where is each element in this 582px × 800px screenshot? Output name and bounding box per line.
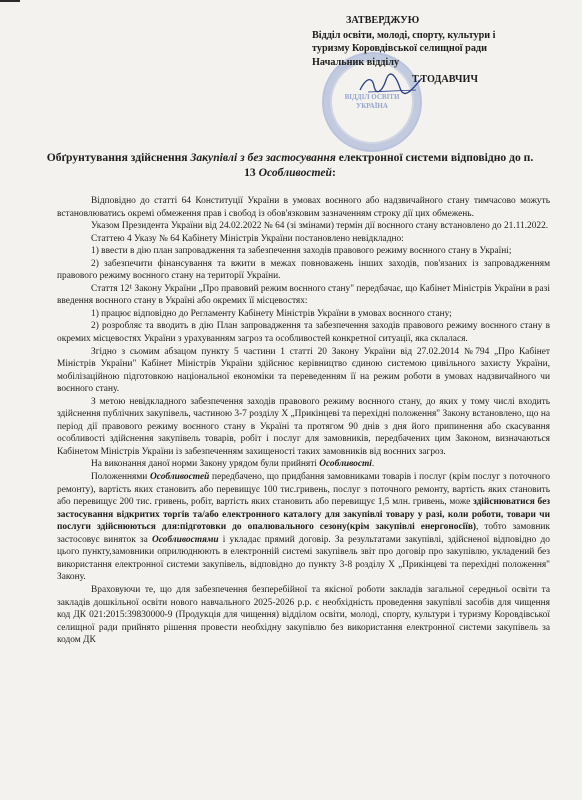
paragraph: 1) працює відповідно до Регламенту Кабінету Міністрів України в умовах воєнного стану; (91, 308, 452, 319)
paragraph: Згідно з сьомим абзацом пункту 5 частини 1 статті 20 Закону України від 27.02.2014 №794 „Про Кабінет Міністрів України" Кабінет Міністрів України здійснює керівництво єдиною системою цивільного захисту України, мобілізаційною підготовкою національної економіки та переведенням її на режим роботи в умовах надзвичайного чи воєнного стану. (57, 346, 550, 395)
text-run: Положеннями (91, 472, 151, 483)
text-run: На виконання даної норми Закону урядом були прийняті (91, 459, 320, 470)
paragraph: Стаття 12¹ Закону України „Про правовий режим воєнного стану" передбачає, що Кабінет Міністрів України в разі введення воєнного стану в Україні або окремих її місцевостях: (57, 283, 550, 307)
text-run: передбачено, що придбання замовниками товарів і послуг (крім послуг з поточного ремонту), вартість яких становить або перевищує 100 тис.гривень, послуг з поточного ремонту, вартість яких становить або перевищує 200 тис. гривень, робіт, вартість яких становить або перевищує 1,5 млн. гривень, може (57, 472, 551, 508)
paragraph: Відповідно до статті 64 Конституції України в умовах воєнного або надзвичайного стану тимчасово можуть встановлюватись окремі обмеження прав і свобод із обов'язковим зазначенням строку дії цих обмежень. (57, 196, 550, 219)
signature-row (312, 71, 496, 87)
title-italic: Закупівлі з без застосування (190, 151, 336, 164)
paragraph (57, 458, 550, 471)
paragraph: З метою невідкладного забезпечення заходів правового режиму воєнного стану, до яких у тому числі входить здійснення публічних закупівель, частиною 3-7 розділу X „Прикінцеві та перехідні положення" Закону встановлено, що на період дії правового режиму воєнного стану в Україні та протягом 90 днів з дня його припинення або скасування особливості здійснення закупівель товарів, робіт і послуг для замовників, передбачених цим Законом, визначаються Кабінетом Міністрів України із забезпеченням захищеності таких замовників від воєнних загроз. (57, 396, 550, 457)
text-run-emph: Особливості (319, 459, 372, 470)
title-italic: Особливостей (258, 166, 332, 179)
text-run: і укладає прямий договір. За результатами закупівлі, здійсненої відповідно до цього пункту,замовники оприлюднюють в електронній системі закупівель звіт про договір про закупівлю, укладений без використання електронної системи закупівель, відповідно до пункту 3-8 розділу X „Прикінцеві та перехідні положення" Закону. (57, 534, 550, 583)
paragraph: Статтею 4 Указу № 64 Кабінету Міністрів України постановлено невідкладно: (91, 233, 404, 244)
stamp-text: ВІДДІЛ ОСВІТИ УКРАЇНА (344, 93, 400, 110)
text-run-emph: Особливостей (150, 472, 210, 483)
text-run-emph: Особливостями (151, 534, 219, 545)
title-part: Обґрунтування здійснення (46, 151, 191, 164)
text-run: , тобто замовник застосовує виняток за (57, 522, 550, 545)
text-run-bold: здійснюватися без застосування відкритих торгів та/або електронного каталогу для закупівлі товару у разі, коли роботи, товари чи послуги здійснюються для:підготовки до опалювального сезону(крім закупівлі енергоносіїв) (57, 497, 551, 533)
approval-heading: ЗАТВЕРДЖУЮ (346, 15, 420, 26)
title-part: електронної системи відповідно до п. 13 (244, 151, 534, 179)
approval-department: Відділ освіти, молоді, спорту, культури і (312, 29, 496, 41)
document-title (40, 150, 540, 180)
title-part: : (331, 166, 336, 179)
paragraph (57, 471, 550, 584)
approval-block (312, 14, 496, 87)
paragraph: Указом Президента України від 24.02.2022 № 64 (зі змінами) термін дії воєнного стану встановлено до 21.11.2022. (91, 221, 549, 232)
document-body (57, 195, 550, 647)
text-run: . (371, 459, 375, 470)
paragraph: 2) розробляє та вводить в дію План запровадження та забезпечення заходів правового режиму воєнного стану в окремих місцевостях України з урахуванням загроз та особливостей конкретної ситуації, яка склалася. (57, 321, 550, 345)
paragraph: Враховуючи те, що для забезпечення безперебійної та якісної роботи закладів загальної середньої освіти та закладів дошкільної освіти нового навчального 2025-2026 р.р. є необхідність проведення закупівлі засобів для чищення код ДК 021:2015:39830000-9 (Продукція для чищення) відділом освіти, молоді, спорту, культури і туризму Коровдівської селищної ради прийнято рішення провести необхідну закупівлю без використання електронної системи закупівель за кодом ДК (57, 584, 550, 646)
approval-council: туризму Коровдівської селищної ради (312, 43, 487, 55)
paragraph: 2) забезпечити фінансування та вжити в межах повноважень інших заходів, пов'язаних із запровадженням правового режиму воєнного стану на території України. (57, 258, 550, 282)
paragraph: 1) ввести в дію план запровадження та забезпечення заходів правового режиму воєнного стану в Україні; (91, 246, 512, 257)
scan-edge-mark (0, 0, 20, 2)
approval-position: Начальник відділу (312, 56, 400, 68)
signer-name: Т.ТОДАВЧИЧ (412, 74, 478, 86)
